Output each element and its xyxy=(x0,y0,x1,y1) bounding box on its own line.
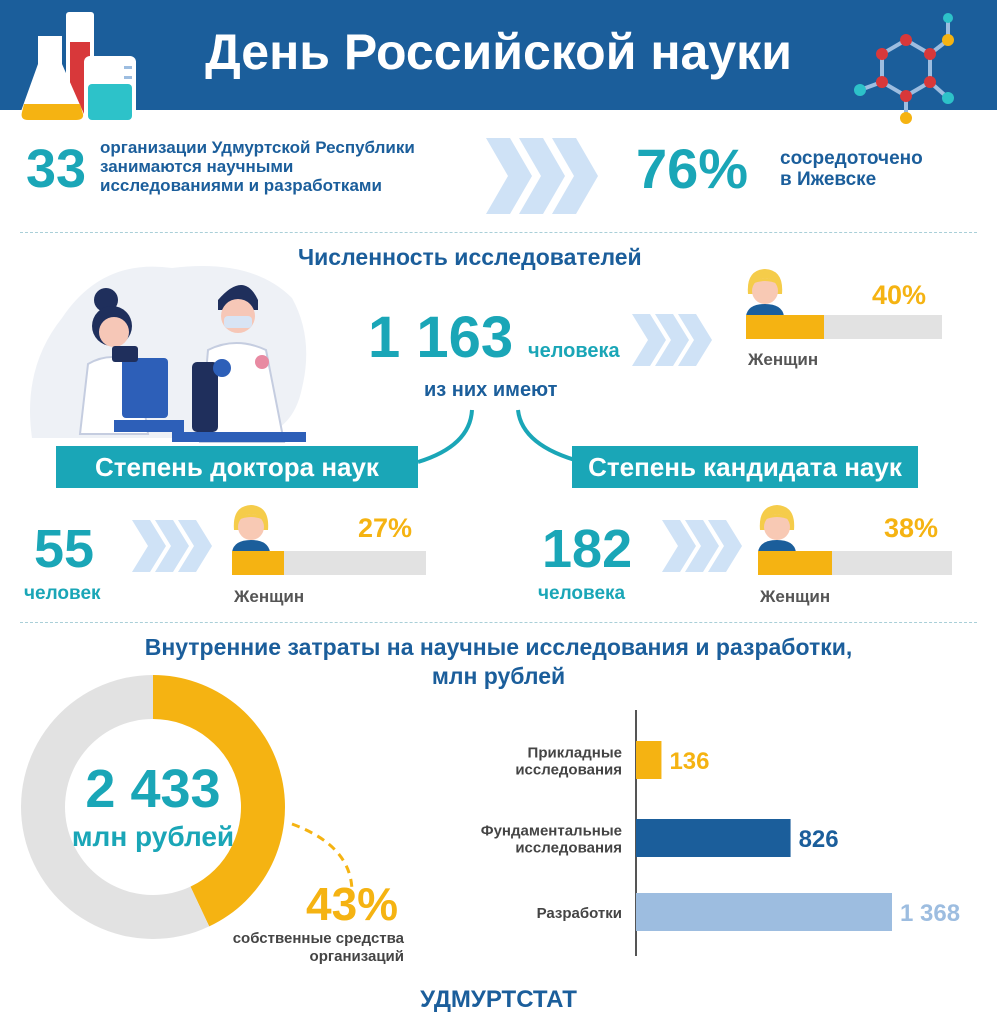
doctors-women-percent: 27% xyxy=(358,513,413,543)
doctors-women-bar-fill xyxy=(232,551,284,575)
researchers-heading: Численность исследователей xyxy=(298,244,642,270)
doctors-count: 55 xyxy=(34,519,95,579)
expenses-bar-chart xyxy=(440,710,980,960)
doctors-unit: человек xyxy=(24,583,101,604)
section-divider xyxy=(20,622,977,623)
own-funds-label xyxy=(150,930,404,966)
researchers-unit: человека xyxy=(528,340,620,362)
researchers-women-label: Женщин xyxy=(748,350,819,369)
bar-value-label: 826 xyxy=(798,826,839,853)
organizations-text-line: исследованиями и разработками xyxy=(100,176,382,195)
chevron-arrows-icon xyxy=(662,520,742,572)
bar-category-label: исследования xyxy=(515,761,622,779)
izhevsk-percent: 76% xyxy=(636,137,749,200)
bar-category-label: исследования xyxy=(515,839,622,857)
own-funds-percent: 43% xyxy=(306,878,399,930)
izhevsk-text-line: сосредоточено xyxy=(780,148,923,169)
bar-category-label: Фундаментальные xyxy=(480,822,622,840)
researchers-subtext: из них имеют xyxy=(424,379,558,401)
bar-mark xyxy=(636,741,661,779)
bar-value-label: 1 368 xyxy=(900,900,961,927)
chevron-arrows-icon xyxy=(486,138,598,214)
doctors-women-bar xyxy=(232,551,426,575)
molecule-icon xyxy=(848,10,963,128)
bar-value-label: 136 xyxy=(669,748,710,775)
branch-connector xyxy=(412,404,588,466)
doctors-banner: Степень доктора наук xyxy=(56,446,418,488)
chevron-arrows-icon xyxy=(632,314,712,366)
expenses-heading-line: Внутренние затраты на научные исследования и разработки, xyxy=(144,634,853,660)
izhevsk-text xyxy=(780,148,923,190)
candidates-women-bar-fill xyxy=(758,551,832,575)
bar-mark xyxy=(636,893,892,931)
candidates-unit: человека xyxy=(538,583,626,604)
woman-avatar-icon xyxy=(744,266,786,316)
organizations-text xyxy=(100,138,415,195)
organizations-text-line: занимаются научными xyxy=(100,157,294,176)
doctors-women-label: Женщин xyxy=(234,587,305,606)
donut-total: 2 433 xyxy=(85,759,221,819)
own-funds-label-line: организаций xyxy=(309,948,404,965)
izhevsk-text-line: в Ижевске xyxy=(780,169,877,190)
candidates-count: 182 xyxy=(542,519,633,579)
researchers-count: 1 163 xyxy=(368,305,514,370)
researchers-women-bar xyxy=(746,315,942,339)
candidates-women-bar xyxy=(758,551,952,575)
source-label: УДМУРТСТАТ xyxy=(420,986,577,1013)
expenses-heading-line: млн рублей xyxy=(431,663,566,689)
woman-avatar-icon xyxy=(230,502,272,552)
candidates-banner: Степень кандидата наук xyxy=(572,446,918,488)
own-funds-label-line: собственные средства xyxy=(232,930,404,947)
candidates-women-label: Женщин xyxy=(760,587,831,606)
bar-category-label: Разработки xyxy=(536,905,622,922)
bar-category-label: Прикладные xyxy=(527,744,622,762)
organizations-count: 33 xyxy=(26,139,87,199)
researchers-women-percent: 40% xyxy=(872,280,927,310)
woman-avatar-icon xyxy=(756,502,798,552)
candidates-women-percent: 38% xyxy=(884,513,939,543)
donut-total-unit: млн рублей xyxy=(71,821,235,852)
section-divider xyxy=(20,232,977,233)
scientists-illustration xyxy=(22,238,314,446)
bar-mark xyxy=(636,819,791,857)
chevron-arrows-icon xyxy=(132,520,212,572)
researchers-women-bar-fill xyxy=(746,315,824,339)
page-title: День Российской науки xyxy=(205,24,792,80)
organizations-text-line: организации Удмуртской Республики xyxy=(100,138,415,157)
